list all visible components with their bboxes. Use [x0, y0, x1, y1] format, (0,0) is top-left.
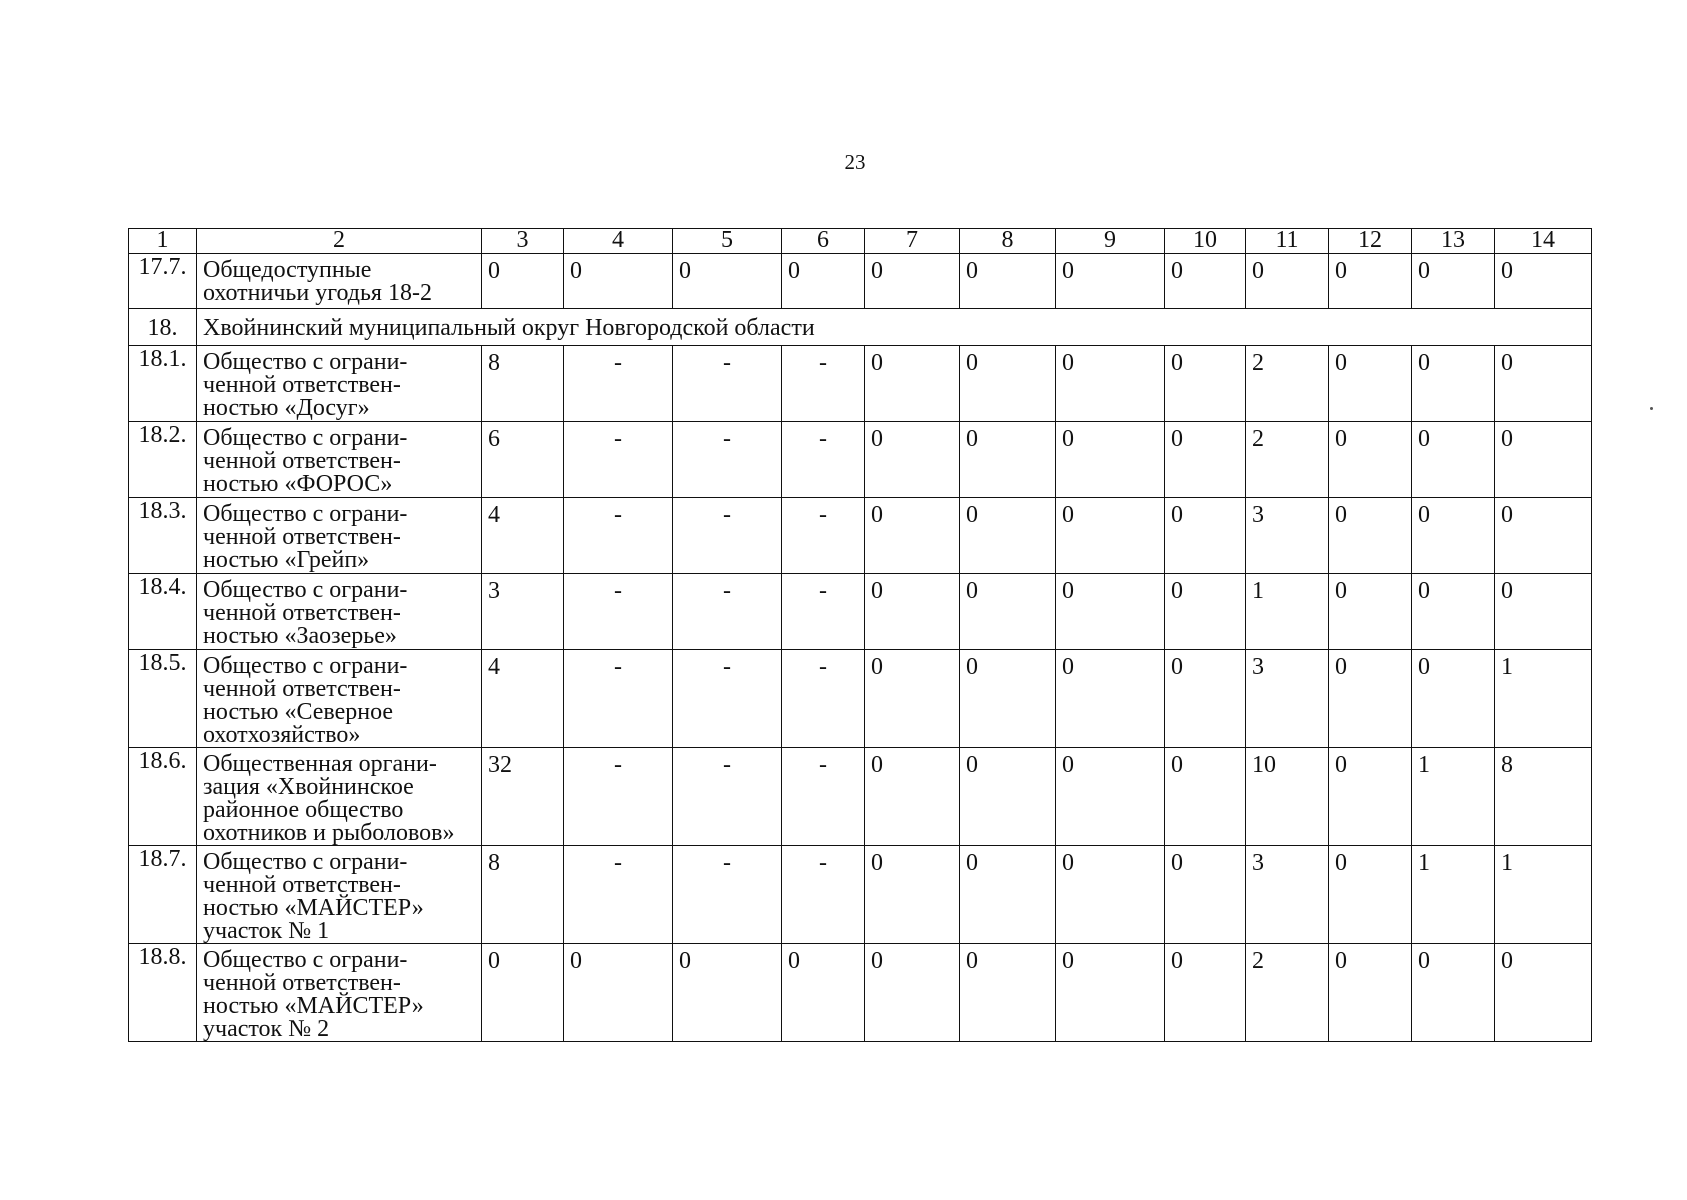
value-cell: - — [782, 650, 865, 748]
column-header: 10 — [1165, 229, 1246, 254]
organization-name-line: Общество с ограни- — [203, 577, 408, 603]
value-cell: - — [782, 422, 865, 498]
value-cell: 0 — [865, 346, 960, 422]
value-cell: 0 — [482, 944, 564, 1042]
organization-name-line: Общество с ограни- — [203, 653, 408, 679]
column-header: 2 — [197, 229, 482, 254]
row-number: 18.4. — [129, 574, 197, 650]
row-number: 17.7. — [129, 254, 197, 309]
value-cell: 0 — [865, 254, 960, 309]
organization-name — [197, 650, 482, 748]
organization-name — [197, 346, 482, 422]
value-cell: - — [673, 574, 782, 650]
value-cell: - — [782, 846, 865, 944]
column-header: 11 — [1246, 229, 1329, 254]
value-cell: - — [564, 574, 673, 650]
row-number: 18.8. — [129, 944, 197, 1042]
organization-name-line: ченной ответствен- — [203, 600, 401, 626]
value-cell: 0 — [782, 944, 865, 1042]
value-cell: 3 — [1246, 498, 1329, 574]
row-number: 18.1. — [129, 346, 197, 422]
value-cell: 0 — [1495, 574, 1592, 650]
organization-name-line: ченной ответствен- — [203, 970, 401, 996]
value-cell: 0 — [1165, 846, 1246, 944]
value-cell: 0 — [1412, 346, 1495, 422]
value-cell: 0 — [1495, 254, 1592, 309]
organization-name-line: Общество с ограни- — [203, 349, 408, 375]
data-table — [128, 228, 1592, 1042]
value-cell: 0 — [865, 846, 960, 944]
column-header: 9 — [1056, 229, 1165, 254]
organization-name — [197, 944, 482, 1042]
value-cell: - — [673, 498, 782, 574]
organization-name — [197, 422, 482, 498]
value-cell: 0 — [1056, 346, 1165, 422]
value-cell: - — [564, 498, 673, 574]
value-cell: - — [673, 346, 782, 422]
value-cell: 0 — [564, 254, 673, 309]
value-cell: 1 — [1246, 574, 1329, 650]
value-cell: 0 — [1329, 846, 1412, 944]
value-cell: 8 — [1495, 748, 1592, 846]
row-number: 18.3. — [129, 498, 197, 574]
column-header: 12 — [1329, 229, 1412, 254]
table-row — [129, 748, 1592, 846]
value-cell: - — [673, 846, 782, 944]
organization-name-line: ностью «МАЙСТЕР» — [203, 895, 424, 921]
value-cell: 0 — [1412, 944, 1495, 1042]
organization-name-line: ностью «Заозерье» — [203, 623, 397, 649]
value-cell: 0 — [1412, 574, 1495, 650]
value-cell: 8 — [482, 346, 564, 422]
value-cell: 0 — [1165, 498, 1246, 574]
value-cell: 0 — [1165, 254, 1246, 309]
value-cell: 0 — [782, 254, 865, 309]
organization-name-line: Общедоступные — [203, 257, 372, 283]
organization-name-line: ностью «МАЙСТЕР» — [203, 993, 424, 1019]
organization-name-line: Общество с ограни- — [203, 501, 408, 527]
value-cell: 0 — [1165, 422, 1246, 498]
value-cell: - — [782, 346, 865, 422]
column-header: 6 — [782, 229, 865, 254]
value-cell: 2 — [1246, 944, 1329, 1042]
value-cell: 0 — [1495, 422, 1592, 498]
value-cell: 0 — [1056, 944, 1165, 1042]
table-row — [129, 254, 1592, 309]
value-cell: 10 — [1246, 748, 1329, 846]
value-cell: 0 — [960, 574, 1056, 650]
column-header: 14 — [1495, 229, 1592, 254]
organization-name-line: ченной ответствен- — [203, 524, 401, 550]
organization-name-line: районное общество — [203, 797, 404, 823]
column-header: 4 — [564, 229, 673, 254]
row-number: 18.2. — [129, 422, 197, 498]
scan-artifact-dot — [1650, 407, 1653, 410]
organization-name-line: участок № 2 — [203, 1016, 330, 1042]
value-cell: 0 — [1412, 422, 1495, 498]
value-cell: - — [564, 650, 673, 748]
value-cell: - — [564, 846, 673, 944]
organization-name-line: ченной ответствен- — [203, 872, 401, 898]
value-cell: 0 — [1056, 846, 1165, 944]
value-cell: - — [782, 574, 865, 650]
value-cell: 2 — [1246, 422, 1329, 498]
value-cell: 0 — [960, 346, 1056, 422]
value-cell: - — [564, 748, 673, 846]
value-cell: 0 — [1329, 498, 1412, 574]
column-header: 1 — [129, 229, 197, 254]
value-cell: 8 — [482, 846, 564, 944]
organization-name — [197, 846, 482, 944]
organization-name-line: ностью «Грейп» — [203, 547, 370, 573]
value-cell: 0 — [1056, 574, 1165, 650]
organization-name-line: участок № 1 — [203, 918, 330, 944]
organization-name — [197, 498, 482, 574]
organization-name — [197, 748, 482, 846]
value-cell: 4 — [482, 498, 564, 574]
organization-name-line: ностью «ФОРОС» — [203, 471, 393, 497]
value-cell: 0 — [1329, 748, 1412, 846]
column-header: 3 — [482, 229, 564, 254]
value-cell: 0 — [1329, 346, 1412, 422]
row-number: 18.7. — [129, 846, 197, 944]
value-cell: 0 — [960, 748, 1056, 846]
column-header: 8 — [960, 229, 1056, 254]
value-cell: 0 — [673, 944, 782, 1042]
value-cell: - — [673, 748, 782, 846]
value-cell: 4 — [482, 650, 564, 748]
value-cell: 3 — [1246, 650, 1329, 748]
row-number: 18.5. — [129, 650, 197, 748]
value-cell: 0 — [1412, 498, 1495, 574]
value-cell: 0 — [673, 254, 782, 309]
value-cell: 0 — [1056, 422, 1165, 498]
row-number: 18. — [129, 309, 197, 346]
value-cell: 0 — [1246, 254, 1329, 309]
organization-name-line: Общество с ограни- — [203, 947, 408, 973]
table-row — [129, 498, 1592, 574]
value-cell: 0 — [1056, 498, 1165, 574]
value-cell: 0 — [1329, 422, 1412, 498]
value-cell: 0 — [1056, 650, 1165, 748]
value-cell: - — [782, 498, 865, 574]
row-number: 18.6. — [129, 748, 197, 846]
organization-name-line: ченной ответствен- — [203, 372, 401, 398]
value-cell: 0 — [1412, 650, 1495, 748]
section-row — [129, 309, 1592, 346]
table-row — [129, 422, 1592, 498]
value-cell: 3 — [482, 574, 564, 650]
value-cell: 0 — [482, 254, 564, 309]
value-cell: 6 — [482, 422, 564, 498]
value-cell: 0 — [960, 422, 1056, 498]
value-cell: 0 — [1329, 944, 1412, 1042]
value-cell: - — [564, 422, 673, 498]
value-cell: 0 — [1165, 748, 1246, 846]
value-cell: 0 — [1495, 346, 1592, 422]
organization-name-line: Общество с ограни- — [203, 849, 408, 875]
value-cell: 2 — [1246, 346, 1329, 422]
organization-name — [197, 254, 482, 309]
value-cell: 0 — [1495, 944, 1592, 1042]
organization-name-line: охотхозяйство» — [203, 722, 361, 748]
value-cell: 0 — [865, 748, 960, 846]
value-cell: 0 — [1165, 944, 1246, 1042]
value-cell: 0 — [1165, 346, 1246, 422]
value-cell: - — [782, 748, 865, 846]
value-cell: - — [673, 422, 782, 498]
value-cell: 0 — [564, 944, 673, 1042]
value-cell: 1 — [1412, 846, 1495, 944]
column-header: 7 — [865, 229, 960, 254]
organization-name-line: ченной ответствен- — [203, 676, 401, 702]
value-cell: 0 — [960, 650, 1056, 748]
table-row — [129, 574, 1592, 650]
value-cell: 0 — [960, 498, 1056, 574]
value-cell: 0 — [1056, 748, 1165, 846]
value-cell: 0 — [865, 498, 960, 574]
organization-name-line: Общество с ограни- — [203, 425, 408, 451]
organization-name-line: охотничьи угодья 18-2 — [203, 280, 432, 306]
value-cell: 0 — [960, 944, 1056, 1042]
value-cell: 0 — [1495, 498, 1592, 574]
table-row — [129, 846, 1592, 944]
organization-name-line: охотников и рыболовов» — [203, 820, 455, 846]
organization-name — [197, 574, 482, 650]
value-cell: 0 — [960, 254, 1056, 309]
value-cell: 0 — [1329, 650, 1412, 748]
organization-name-line: Общественная органи- — [203, 751, 437, 777]
table-body — [129, 229, 1592, 1042]
section-title: Хвойнинский муниципальный округ Новгородской области — [197, 309, 1592, 346]
organization-name-line: зация «Хвойнинское — [203, 774, 414, 800]
value-cell: 0 — [960, 846, 1056, 944]
page-number: 23 — [844, 150, 866, 174]
value-cell: 0 — [1412, 254, 1495, 309]
organization-name-line: ностью «Северное — [203, 699, 394, 725]
value-cell: 0 — [1165, 650, 1246, 748]
organization-name-line: ностью «Досуг» — [203, 395, 370, 421]
table-row — [129, 650, 1592, 748]
value-cell: 1 — [1495, 846, 1592, 944]
value-cell: - — [564, 346, 673, 422]
value-cell: 0 — [865, 574, 960, 650]
column-header: 5 — [673, 229, 782, 254]
value-cell: 0 — [865, 422, 960, 498]
value-cell: 0 — [1056, 254, 1165, 309]
table-row — [129, 944, 1592, 1042]
value-cell: - — [673, 650, 782, 748]
value-cell: 0 — [1329, 574, 1412, 650]
table-header-row — [129, 229, 1592, 254]
value-cell: 0 — [1165, 574, 1246, 650]
value-cell: 1 — [1495, 650, 1592, 748]
column-header: 13 — [1412, 229, 1495, 254]
value-cell: 0 — [865, 944, 960, 1042]
value-cell: 3 — [1246, 846, 1329, 944]
table-row — [129, 346, 1592, 422]
value-cell: 0 — [1329, 254, 1412, 309]
value-cell: 1 — [1412, 748, 1495, 846]
organization-name-line: ченной ответствен- — [203, 448, 401, 474]
value-cell: 0 — [865, 650, 960, 748]
value-cell: 32 — [482, 748, 564, 846]
